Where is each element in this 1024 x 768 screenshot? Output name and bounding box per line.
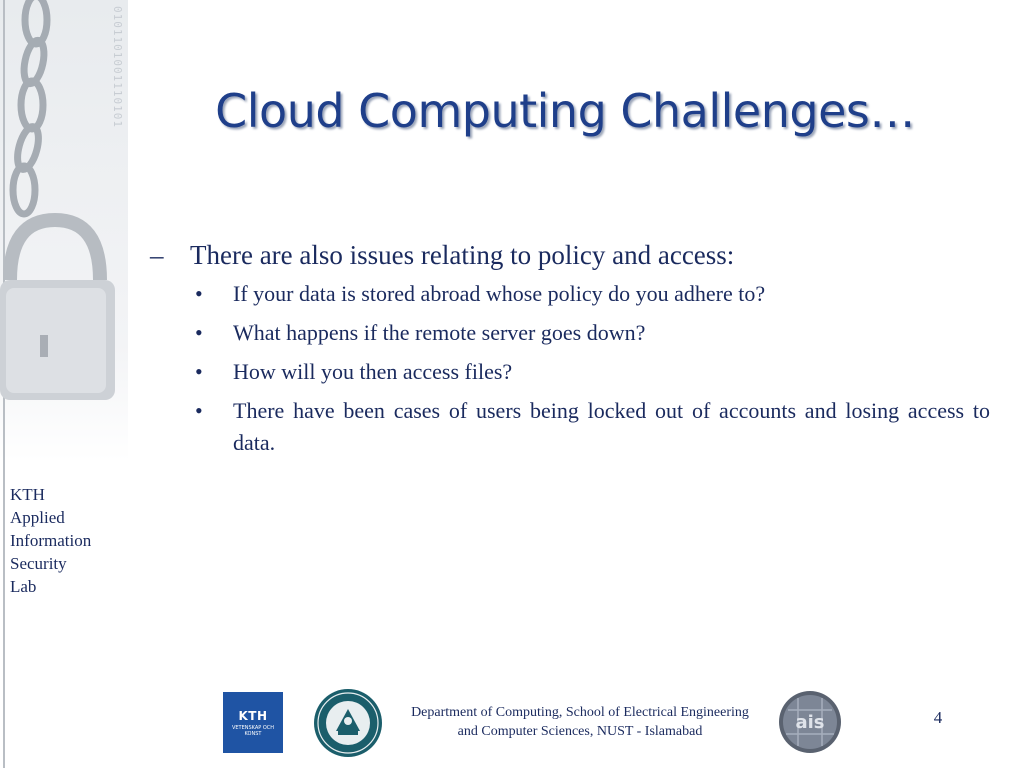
bullet-item-text: What happens if the remote server goes down?	[233, 320, 646, 345]
bullet-level1	[145, 238, 990, 272]
lab-name-line: Applied	[10, 508, 65, 527]
binary-pattern: 0101101001110101	[111, 6, 124, 128]
bullet-marker: •	[195, 320, 203, 345]
dash-marker: –	[150, 240, 164, 270]
kth-logo-subtext: VETENSKAP OCH KONST	[231, 724, 275, 737]
svg-text:ais: ais	[795, 712, 825, 733]
bullet-item-text: How will you then access files?	[233, 359, 513, 384]
slide-body	[145, 238, 990, 466]
kth-logo-text: KTH	[238, 708, 268, 723]
lab-name	[10, 483, 125, 598]
lab-name-line: Lab	[10, 577, 37, 596]
lab-name-line: Security	[10, 554, 67, 573]
bullet-marker: •	[195, 281, 203, 306]
bullet-marker: •	[195, 359, 203, 384]
bullet-item	[145, 356, 990, 388]
bullet-item	[145, 317, 990, 349]
nust-logo	[312, 687, 384, 759]
kth-logo	[223, 692, 283, 753]
lab-name-line: KTH	[10, 485, 45, 504]
lab-name-line: Information	[10, 531, 92, 550]
bullet-item	[145, 278, 990, 310]
decorative-sidebar	[0, 0, 128, 768]
page-number: 4	[933, 708, 943, 727]
bullet-marker: •	[195, 398, 203, 423]
bullet-item	[145, 395, 990, 459]
padlock-image	[0, 210, 120, 410]
department-text: Department of Computing, School of Electrical Engineering and Computer Sciences, NUST - Islamabad	[411, 705, 749, 739]
bullet-item-text: If your data is stored abroad whose policy do you adhere to?	[233, 281, 766, 306]
slide-title: Cloud Computing Challenges…	[215, 84, 915, 138]
ais-logo	[778, 690, 842, 754]
bullet-item-text: There have been cases of users being locked out of accounts and losing access to data.	[233, 398, 990, 455]
bullet-level1-text: There are also issues relating to policy and access:	[190, 240, 735, 270]
bullet-list	[145, 278, 990, 459]
